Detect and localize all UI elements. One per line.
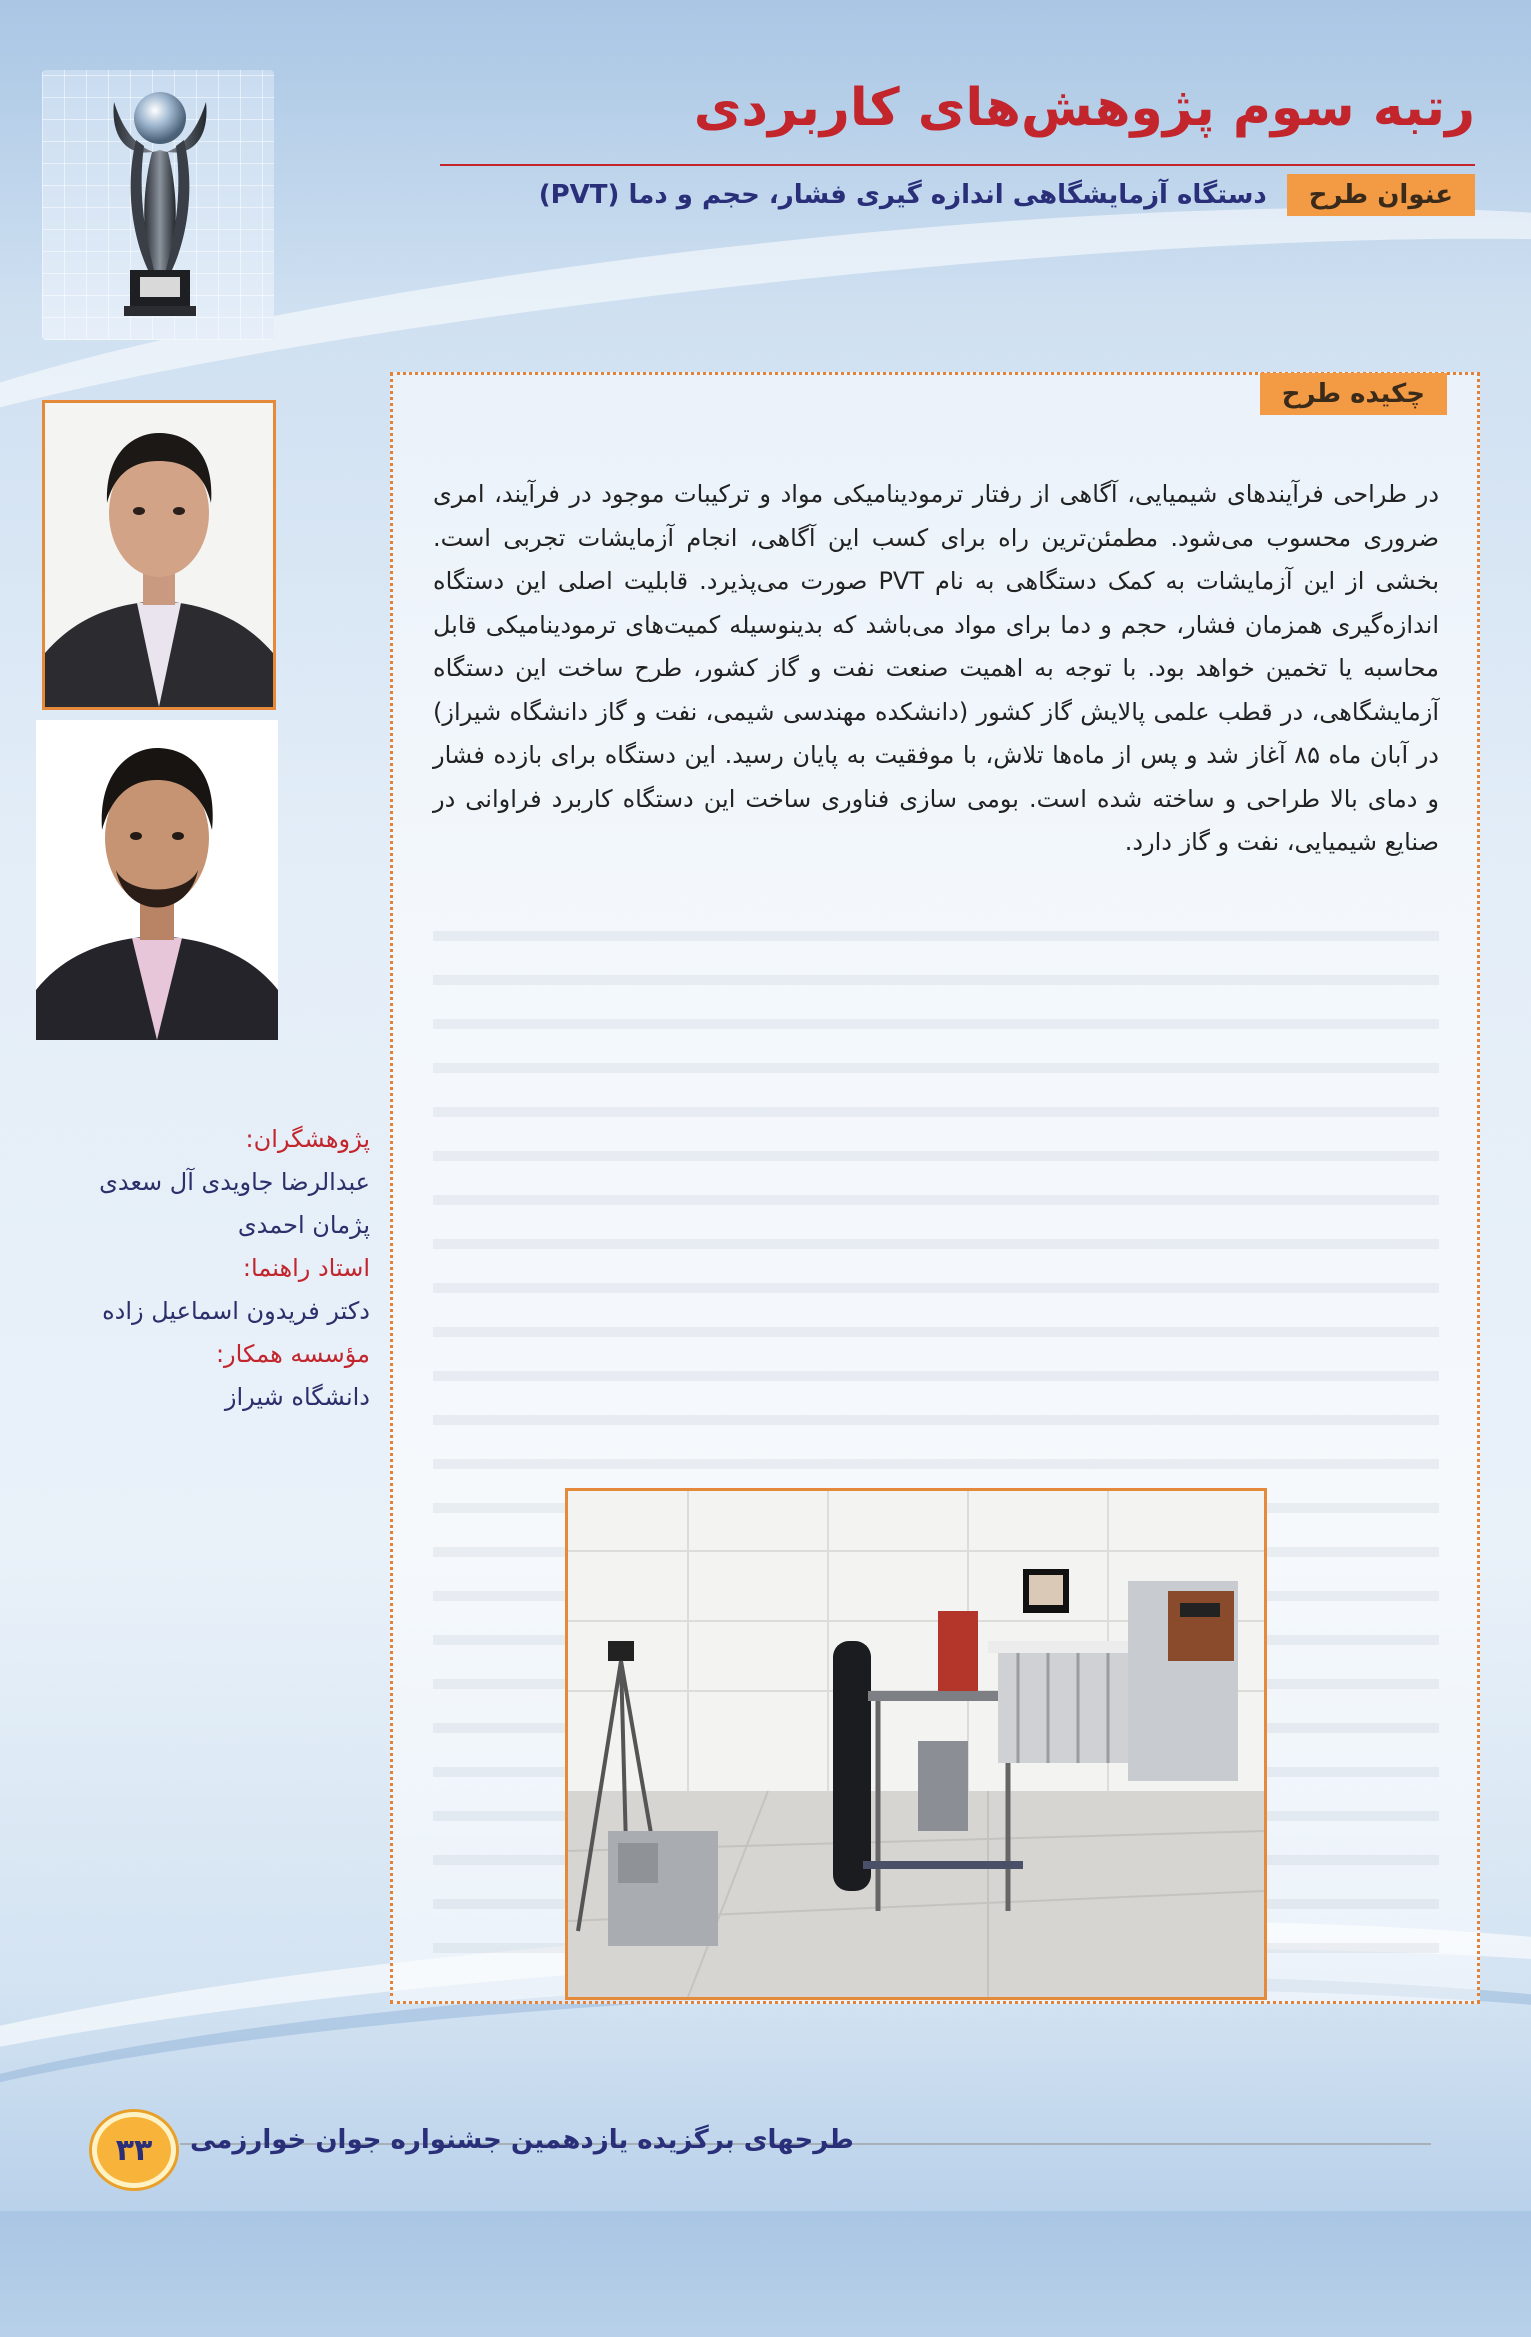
project-subject-row — [539, 174, 1475, 216]
supervisor-label: استاد راهنما: — [242, 1254, 370, 1282]
researcher-photo-1 — [42, 400, 276, 710]
subject-text: دستگاه آزمایشگاهی اندازه گیری فشار، حجم و دما (PVT) — [538, 180, 1267, 210]
abstract-label: چکیده طرح — [1260, 373, 1447, 415]
supervisor-name: دکتر فریدون اسماعیل زاده — [102, 1297, 370, 1325]
page-title: رتبه سوم پژوهش‌های کاربردی — [693, 78, 1475, 138]
pvt-apparatus-photo — [565, 1488, 1267, 2000]
researcher-photo-2 — [36, 720, 278, 1040]
researcher-name: عبدالرضا جاویدی آل سعدی — [99, 1168, 370, 1196]
trophy-image — [42, 70, 274, 340]
institute-name: دانشگاه شیراز — [224, 1383, 370, 1411]
subject-label: عنوان طرح — [1287, 174, 1475, 216]
institute-label: مؤسسه همکار: — [215, 1340, 370, 1368]
page-number-badge: ۳۳ — [92, 2112, 176, 2188]
title-divider — [440, 164, 1475, 166]
credits — [40, 1118, 370, 1419]
researchers-label: پژوهشگران: — [245, 1125, 370, 1153]
abstract-text: در طراحی فرآیندهای شیمیایی، آگاهی از رفتار ترمودینامیکی مواد و ترکیبات موجود در فرآیند، امری ضروری محسوب می‌شود. مطمئن‌ترین راه برای کسب این آگاهی، انجام آزمایشات تجربی است. بخشی از این آزمایشات به کمک دستگاهی به نام PVT صورت می‌پذیرد. قابلیت اصلی این دستگاه اندازه‌گیری همزمان فشار، حجم و دما برای مواد می‌باشد که بدینوسیله کمیت‌های ترمودینامیکی قابل محاسبه یا تخمین خواهد بود. با توجه به اهمیت صنعت نفت و گاز کشور، طرح ساخت این دستگاه آزمایشگاهی، در قطب علمی پالایش گاز کشور (دانشکده مهندسی شیمی، نفت و گاز دانشگاه شیراز) در آبان ماه ۸۵ آغاز شد و پس از ماه‌ها تلاش، با موفقیت به پایان رسید. این دستگاه برای بازده فشار و دمای بالا طراحی و ساخته شده است. بومی سازی فناوری ساخت این دستگاه کاربرد فراوانی در صنایع شیمیایی، نفت و گاز دارد. — [433, 480, 1439, 856]
researcher-name: پژمان احمدی — [237, 1211, 370, 1239]
footer-title: طرحهای برگزیده یازدهمین جشنواره جوان خوارزمی — [190, 2125, 854, 2155]
trophy-icon — [100, 80, 220, 330]
